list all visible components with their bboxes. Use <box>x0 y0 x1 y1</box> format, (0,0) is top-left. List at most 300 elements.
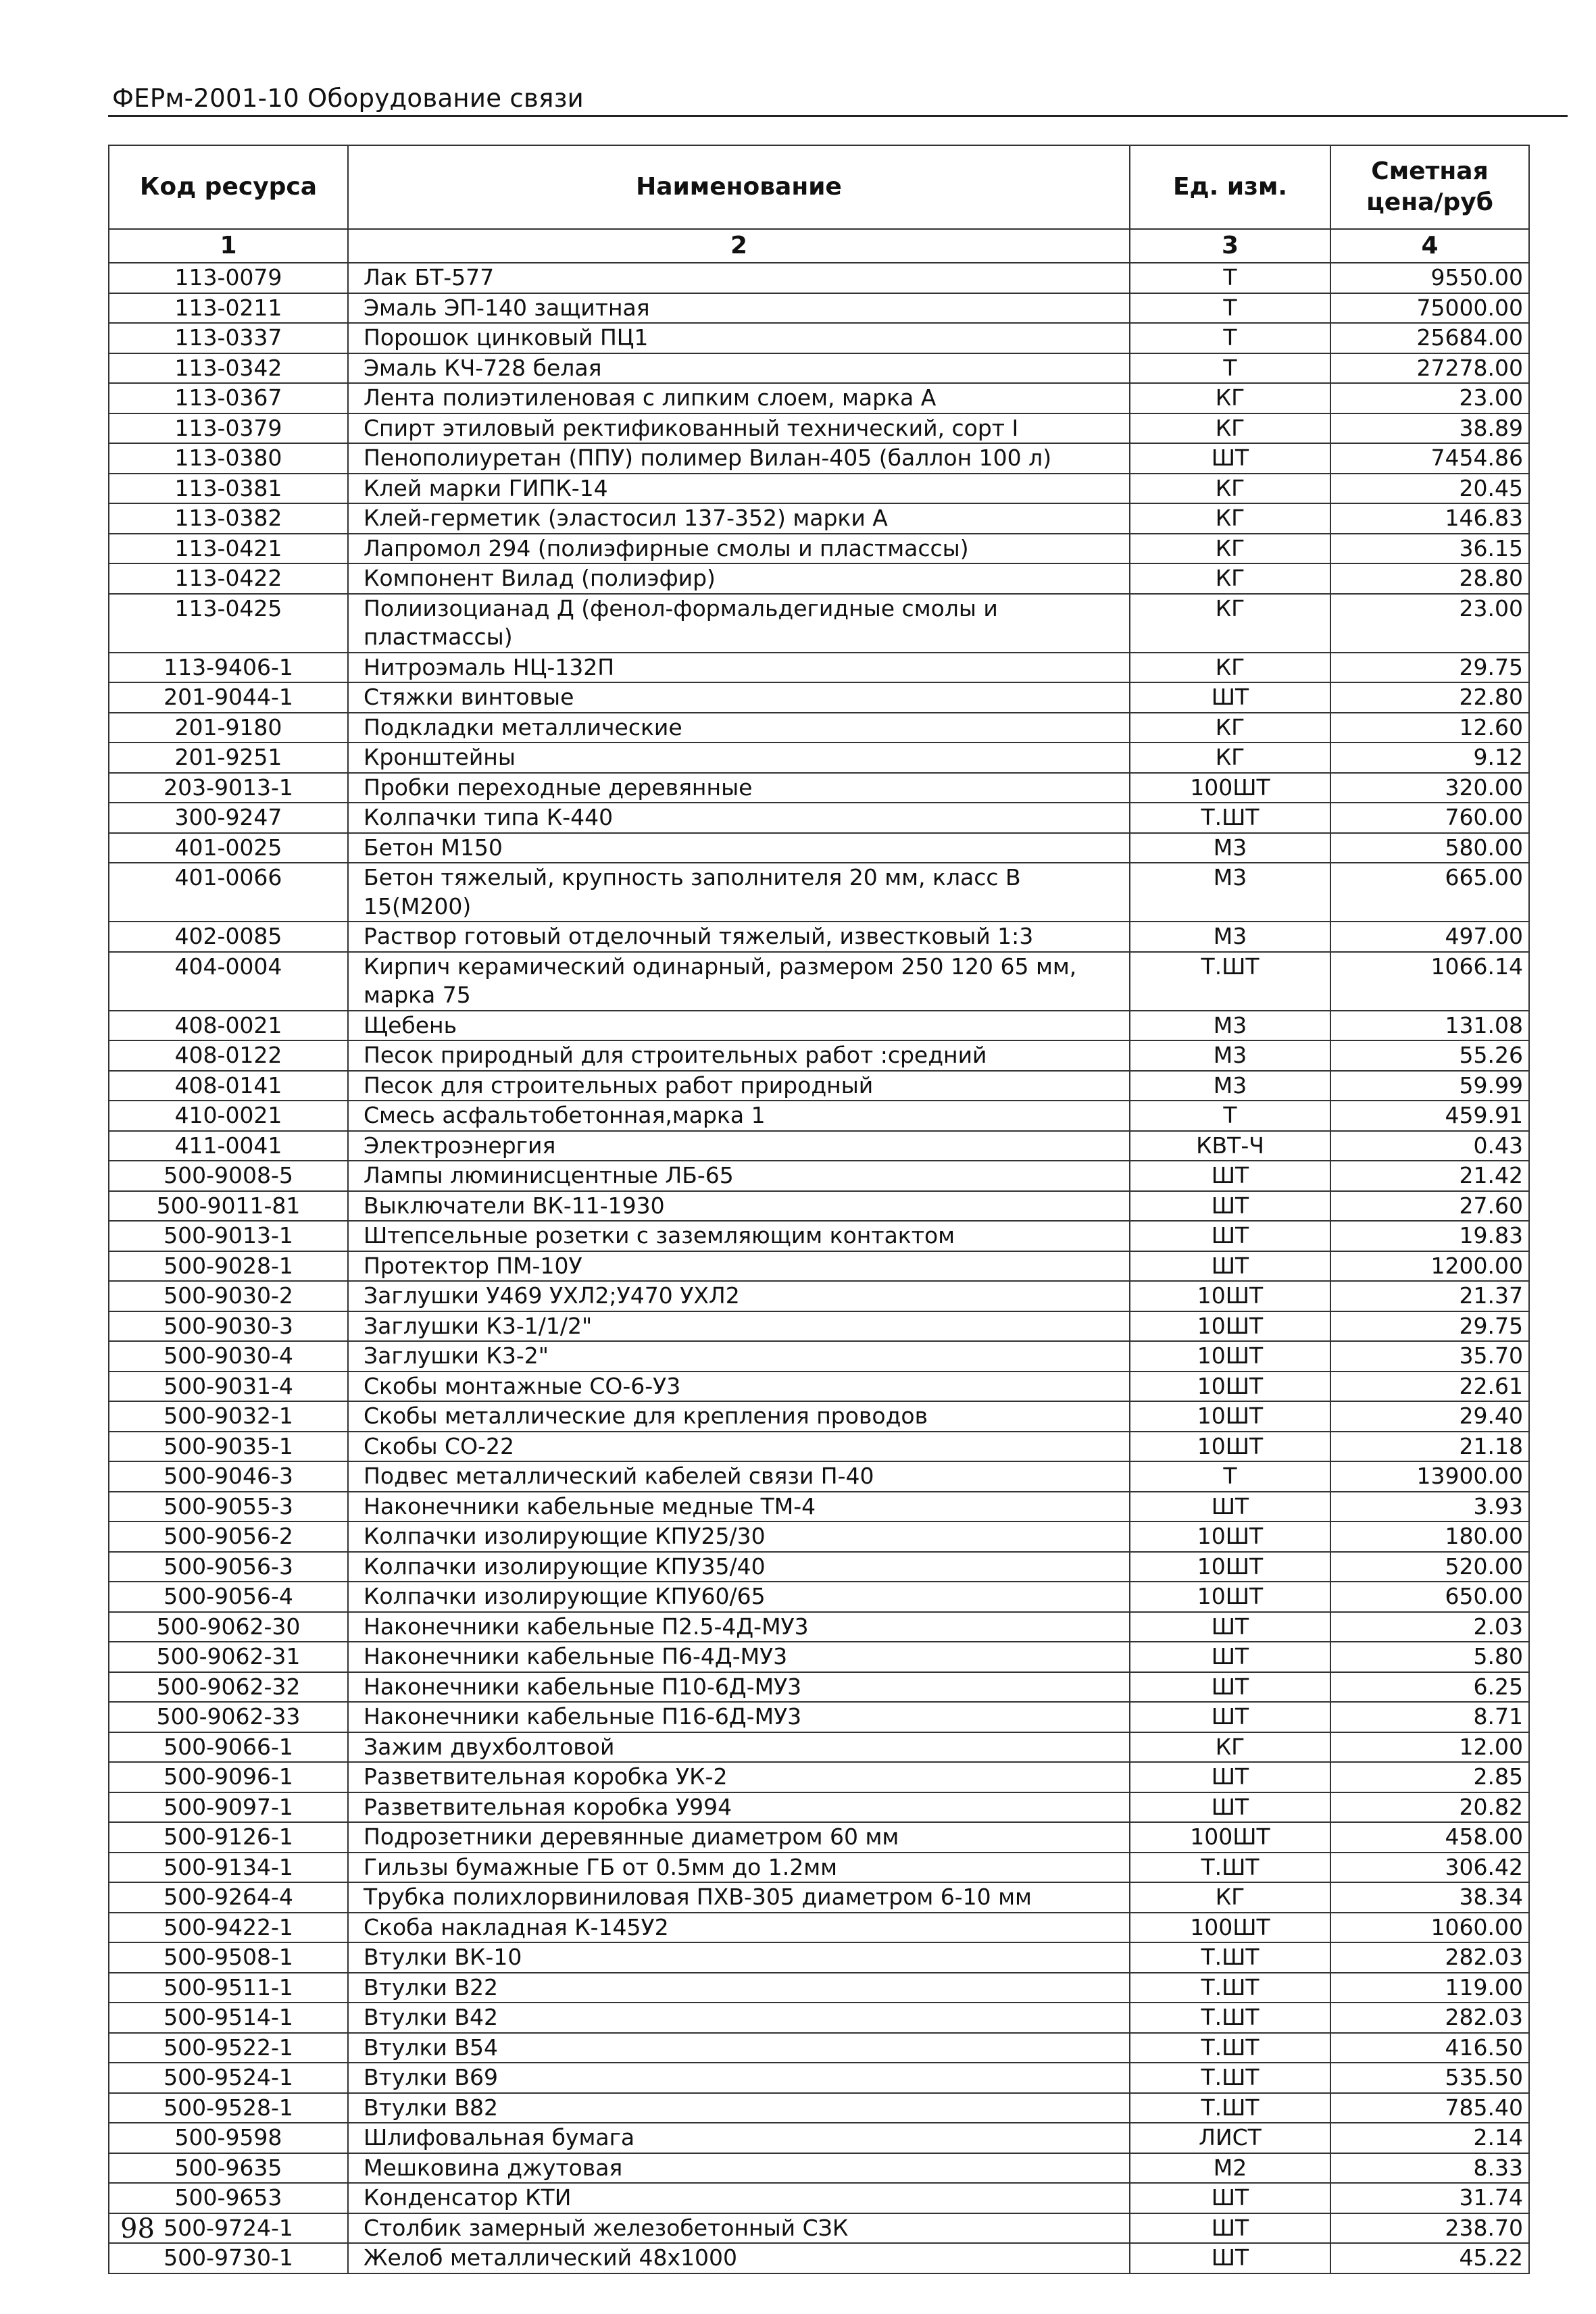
resource-code-cell: 500-9134-1 <box>109 1853 348 1883</box>
resource-code-cell: 113-0367 <box>109 383 348 413</box>
price-cell: 38.89 <box>1330 413 1529 444</box>
resource-code-cell: 401-0025 <box>109 833 348 863</box>
price-cell: 12.00 <box>1330 1732 1529 1763</box>
resource-code-cell: 113-0337 <box>109 323 348 353</box>
resource-code-cell: 500-9008-5 <box>109 1161 348 1191</box>
table-row <box>109 2183 1529 2213</box>
price-cell: 520.00 <box>1330 1552 1529 1582</box>
resource-code-cell: 411-0041 <box>109 1131 348 1161</box>
table-row <box>109 1973 1529 2003</box>
resource-name-cell: Выключатели ВК-11-1930 <box>348 1191 1130 1222</box>
unit-cell: 10ШТ <box>1130 1281 1330 1311</box>
resource-code-cell: 500-9598 <box>109 2123 348 2153</box>
resource-name-cell: Стяжки винтовые <box>348 682 1130 713</box>
resource-name-cell: Втулки В22 <box>348 1973 1130 2003</box>
unit-cell: КГ <box>1130 503 1330 534</box>
price-cell: 458.00 <box>1330 1822 1529 1853</box>
table-row <box>109 1913 1529 1943</box>
unit-cell: КГ <box>1130 474 1330 504</box>
resource-name-cell: Столбик замерный железобетонный СЗК <box>348 2213 1130 2244</box>
price-cell: 75000.00 <box>1330 293 1529 324</box>
table-row <box>109 922 1529 952</box>
price-cell: 459.91 <box>1330 1101 1529 1131</box>
resource-code-cell: 500-9056-3 <box>109 1552 348 1582</box>
unit-cell: 100ШТ <box>1130 1913 1330 1943</box>
resource-name-cell: Клей марки ГИПК-14 <box>348 474 1130 504</box>
price-cell: 416.50 <box>1330 2033 1529 2063</box>
resource-name-cell: Мешковина джутовая <box>348 2153 1130 2184</box>
resource-code-cell: 500-9031-4 <box>109 1372 348 1402</box>
price-cell: 580.00 <box>1330 833 1529 863</box>
resource-name-cell: Песок для строительных работ природный <box>348 1071 1130 1101</box>
unit-cell: ШТ <box>1130 1191 1330 1222</box>
resource-code-cell: 500-9508-1 <box>109 1942 348 1973</box>
resource-name-cell: Разветвительная коробка УК-2 <box>348 1762 1130 1792</box>
resource-name-cell: Подвес металлический кабелей связи П-40 <box>348 1461 1130 1492</box>
unit-cell: Т.ШТ <box>1130 1853 1330 1883</box>
col-header-price: Сметная цена/руб <box>1330 145 1529 229</box>
resource-name-cell: Компонент Вилад (полиэфир) <box>348 563 1130 594</box>
unit-cell: Т.ШТ <box>1130 952 1330 1011</box>
table-row <box>109 1071 1529 1101</box>
table-row <box>109 353 1529 384</box>
table-row <box>109 1401 1529 1432</box>
col-number-2: 2 <box>348 229 1130 263</box>
table-row <box>109 1521 1529 1552</box>
price-cell: 21.18 <box>1330 1432 1529 1462</box>
resource-code-cell: 500-9011-81 <box>109 1191 348 1222</box>
price-cell: 497.00 <box>1330 922 1529 952</box>
resource-code-cell: 500-9046-3 <box>109 1461 348 1492</box>
resource-code-cell: 500-9635 <box>109 2153 348 2184</box>
price-cell: 27278.00 <box>1330 353 1529 384</box>
resource-name-cell: Зажим двухболтовой <box>348 1732 1130 1763</box>
price-cell: 25684.00 <box>1330 323 1529 353</box>
price-cell: 1200.00 <box>1330 1251 1529 1282</box>
unit-cell: 10ШТ <box>1130 1552 1330 1582</box>
unit-cell: Т <box>1130 263 1330 293</box>
resource-code-cell: 408-0122 <box>109 1040 348 1071</box>
resource-code-cell: 500-9032-1 <box>109 1401 348 1432</box>
price-cell: 1060.00 <box>1330 1913 1529 1943</box>
resource-name-cell: Втулки В54 <box>348 2033 1130 2063</box>
table-row <box>109 1221 1529 1251</box>
unit-cell: Т.ШТ <box>1130 2033 1330 2063</box>
table-row <box>109 1882 1529 1913</box>
table-row <box>109 263 1529 293</box>
table-row <box>109 1281 1529 1311</box>
unit-cell: Т <box>1130 1101 1330 1131</box>
table-row <box>109 2093 1529 2123</box>
table-row <box>109 563 1529 594</box>
unit-cell: 10ШТ <box>1130 1432 1330 1462</box>
resource-name-cell: Втулки В42 <box>348 2003 1130 2033</box>
table-row <box>109 323 1529 353</box>
table-row <box>109 1011 1529 1041</box>
col-header-name: Наименование <box>348 145 1130 229</box>
table-row <box>109 653 1529 683</box>
table-row <box>109 1612 1529 1642</box>
resource-name-cell: Скобы монтажные СО-6-У3 <box>348 1372 1130 1402</box>
table-row <box>109 952 1529 1011</box>
table-row <box>109 713 1529 743</box>
table-row <box>109 1341 1529 1372</box>
unit-cell: М3 <box>1130 922 1330 952</box>
unit-cell: КГ <box>1130 1882 1330 1913</box>
price-cell: 119.00 <box>1330 1973 1529 2003</box>
table-row <box>109 1432 1529 1462</box>
table-row <box>109 1311 1529 1342</box>
price-cell: 22.61 <box>1330 1372 1529 1402</box>
table-row <box>109 1642 1529 1672</box>
resource-code-cell: 500-9062-31 <box>109 1642 348 1672</box>
unit-cell: КГ <box>1130 743 1330 773</box>
resource-name-cell: Шлифовальная бумага <box>348 2123 1130 2153</box>
resource-name-cell: Конденсатор КТИ <box>348 2183 1130 2213</box>
resource-name-cell: Спирт этиловый ректификованный технический, сорт I <box>348 413 1130 444</box>
price-cell: 29.40 <box>1330 1401 1529 1432</box>
resource-code-cell: 500-9066-1 <box>109 1732 348 1763</box>
unit-cell: ШТ <box>1130 2183 1330 2213</box>
resource-name-cell: Разветвительная коробка У994 <box>348 1792 1130 1823</box>
price-cell: 59.99 <box>1330 1071 1529 1101</box>
unit-cell: 10ШТ <box>1130 1341 1330 1372</box>
resource-name-cell: Втулки ВК-10 <box>348 1942 1130 1973</box>
unit-cell: 10ШТ <box>1130 1521 1330 1552</box>
resource-name-cell: Желоб металлический 48x1000 <box>348 2243 1130 2273</box>
col-number-3: 3 <box>1130 229 1330 263</box>
resource-name-cell: Заглушки У469 УХЛ2;У470 УХЛ2 <box>348 1281 1130 1311</box>
price-cell: 3.93 <box>1330 1492 1529 1522</box>
resource-name-cell: Втулки В69 <box>348 2063 1130 2093</box>
resource-name-cell: Скобы металлические для крепления проводов <box>348 1401 1130 1432</box>
table-row <box>109 1101 1529 1131</box>
table-row <box>109 413 1529 444</box>
col-number-4: 4 <box>1330 229 1529 263</box>
resource-name-cell: Электроэнергия <box>348 1131 1130 1161</box>
unit-cell: КГ <box>1130 713 1330 743</box>
unit-cell: ШТ <box>1130 1702 1330 1732</box>
table-header-row <box>109 145 1529 229</box>
resource-code-cell: 500-9514-1 <box>109 2003 348 2033</box>
resource-name-cell: Клей-герметик (эластосил 137-352) марки А <box>348 503 1130 534</box>
table-row <box>109 1161 1529 1191</box>
price-cell: 7454.86 <box>1330 443 1529 474</box>
unit-cell: Т.ШТ <box>1130 803 1330 833</box>
table-row <box>109 2213 1529 2244</box>
resource-name-cell: Заглушки К3-2" <box>348 1341 1130 1372</box>
table-row <box>109 803 1529 833</box>
unit-cell: 100ШТ <box>1130 773 1330 803</box>
price-cell: 0.43 <box>1330 1131 1529 1161</box>
unit-cell: ШТ <box>1130 1672 1330 1703</box>
table-row <box>109 1672 1529 1703</box>
resource-name-cell: Протектор ПМ-10У <box>348 1251 1130 1282</box>
resource-code-cell: 113-0381 <box>109 474 348 504</box>
resource-name-cell: Песок природный для строительных работ :средний <box>348 1040 1130 1071</box>
table-row <box>109 2153 1529 2184</box>
unit-cell: 10ШТ <box>1130 1401 1330 1432</box>
resource-name-cell: Эмаль КЧ-728 белая <box>348 353 1130 384</box>
table-row <box>109 1251 1529 1282</box>
unit-cell: ШТ <box>1130 1792 1330 1823</box>
table-row <box>109 833 1529 863</box>
unit-cell: 10ШТ <box>1130 1582 1330 1612</box>
price-cell: 21.37 <box>1330 1281 1529 1311</box>
price-cell: 9550.00 <box>1330 263 1529 293</box>
price-cell: 760.00 <box>1330 803 1529 833</box>
resource-code-cell: 408-0021 <box>109 1011 348 1041</box>
price-cell: 35.70 <box>1330 1341 1529 1372</box>
resource-code-cell: 113-0079 <box>109 263 348 293</box>
unit-cell: М3 <box>1130 1011 1330 1041</box>
table-row <box>109 1040 1529 1071</box>
price-cell: 785.40 <box>1330 2093 1529 2123</box>
table-row <box>109 1131 1529 1161</box>
price-cell: 28.80 <box>1330 563 1529 594</box>
resource-code-cell: 500-9097-1 <box>109 1792 348 1823</box>
resource-code-cell: 500-9055-3 <box>109 1492 348 1522</box>
resource-code-cell: 500-9013-1 <box>109 1221 348 1251</box>
resource-code-cell: 500-9126-1 <box>109 1822 348 1853</box>
resource-code-cell: 404-0004 <box>109 952 348 1011</box>
page-header-title: ФЕРм-2001-10 Оборудование связи <box>112 84 584 113</box>
table-row <box>109 2123 1529 2153</box>
unit-cell: КГ <box>1130 563 1330 594</box>
resource-code-cell: 113-0342 <box>109 353 348 384</box>
table-row <box>109 1492 1529 1522</box>
price-cell: 13900.00 <box>1330 1461 1529 1492</box>
resource-table-container <box>108 145 1528 2274</box>
price-cell: 23.00 <box>1330 594 1529 653</box>
resource-code-cell: 113-0380 <box>109 443 348 474</box>
unit-cell: ШТ <box>1130 1221 1330 1251</box>
price-cell: 2.03 <box>1330 1612 1529 1642</box>
unit-cell: 10ШТ <box>1130 1372 1330 1402</box>
resource-code-cell: 500-9030-4 <box>109 1341 348 1372</box>
price-cell: 20.45 <box>1330 474 1529 504</box>
table-row <box>109 1372 1529 1402</box>
table-row <box>109 773 1529 803</box>
table-row <box>109 2243 1529 2273</box>
price-cell: 22.80 <box>1330 682 1529 713</box>
resource-name-cell: Наконечники кабельные П10-6Д-МУ3 <box>348 1672 1130 1703</box>
resource-name-cell: Наконечники кабельные П2.5-4Д-МУ3 <box>348 1612 1130 1642</box>
resource-code-cell: 408-0141 <box>109 1071 348 1101</box>
unit-cell: ШТ <box>1130 682 1330 713</box>
resource-code-cell: 500-9264-4 <box>109 1882 348 1913</box>
header-rule <box>108 115 1568 117</box>
resource-code-cell: 113-9406-1 <box>109 653 348 683</box>
resource-name-cell: Колпачки типа К-440 <box>348 803 1130 833</box>
table-row <box>109 743 1529 773</box>
resource-code-cell: 500-9028-1 <box>109 1251 348 1282</box>
resource-name-cell: Лампы люминисцентные ЛБ-65 <box>348 1161 1130 1191</box>
resource-code-cell: 203-9013-1 <box>109 773 348 803</box>
resource-code-cell: 201-9044-1 <box>109 682 348 713</box>
resource-code-cell: 113-0379 <box>109 413 348 444</box>
table-row <box>109 534 1529 564</box>
unit-cell: ЛИСТ <box>1130 2123 1330 2153</box>
table-row <box>109 1191 1529 1222</box>
resource-name-cell: Лента полиэтиленовая с липким слоем, марка А <box>348 383 1130 413</box>
unit-cell: 10ШТ <box>1130 1311 1330 1342</box>
price-cell: 6.25 <box>1330 1672 1529 1703</box>
table-row <box>109 1942 1529 1973</box>
resource-code-cell: 500-9522-1 <box>109 2033 348 2063</box>
price-cell: 238.70 <box>1330 2213 1529 2244</box>
resource-name-cell: Нитроэмаль НЦ-132П <box>348 653 1130 683</box>
resource-code-cell: 500-9096-1 <box>109 1762 348 1792</box>
table-row <box>109 2063 1529 2093</box>
resource-code-cell: 500-9730-1 <box>109 2243 348 2273</box>
resource-name-cell: Полиизоцианад Д (фенол-формальдегидные смолы и пластмассы) <box>348 594 1130 653</box>
price-cell: 2.85 <box>1330 1762 1529 1792</box>
resource-name-cell: Смесь асфальтобетонная,марка 1 <box>348 1101 1130 1131</box>
resource-code-cell: 113-0421 <box>109 534 348 564</box>
resource-name-cell: Щебень <box>348 1011 1130 1041</box>
resource-name-cell: Наконечники кабельные П6-4Д-МУ3 <box>348 1642 1130 1672</box>
price-cell: 29.75 <box>1330 653 1529 683</box>
price-cell: 23.00 <box>1330 383 1529 413</box>
resource-name-cell: Втулки В82 <box>348 2093 1130 2123</box>
unit-cell: Т.ШТ <box>1130 1973 1330 2003</box>
resource-name-cell: Кирпич керамический одинарный, размером 250 120 65 мм, марка 75 <box>348 952 1130 1011</box>
resource-name-cell: Пробки переходные деревянные <box>348 773 1130 803</box>
table-row <box>109 863 1529 922</box>
page-number: 98 <box>120 2213 155 2244</box>
unit-cell: ШТ <box>1130 1251 1330 1282</box>
price-cell: 320.00 <box>1330 773 1529 803</box>
col-header-code: Код ресурса <box>109 145 348 229</box>
resource-code-cell: 113-0422 <box>109 563 348 594</box>
unit-cell: М3 <box>1130 833 1330 863</box>
resource-name-cell: Скобы СО-22 <box>348 1432 1130 1462</box>
table-row <box>109 503 1529 534</box>
resource-code-cell: 410-0021 <box>109 1101 348 1131</box>
table-row <box>109 1853 1529 1883</box>
price-cell: 8.71 <box>1330 1702 1529 1732</box>
resource-name-cell: Наконечники кабельные П16-6Д-МУ3 <box>348 1702 1130 1732</box>
unit-cell: КГ <box>1130 534 1330 564</box>
resource-code-cell: 500-9724-1 <box>109 2213 348 2244</box>
resource-name-cell: Заглушки К3-1/1/2" <box>348 1311 1130 1342</box>
price-cell: 146.83 <box>1330 503 1529 534</box>
unit-cell: Т.ШТ <box>1130 1942 1330 1973</box>
price-cell: 665.00 <box>1330 863 1529 922</box>
resource-name-cell: Колпачки изолирующие КПУ35/40 <box>348 1552 1130 1582</box>
price-cell: 1066.14 <box>1330 952 1529 1011</box>
unit-cell: ШТ <box>1130 1642 1330 1672</box>
table-row <box>109 1582 1529 1612</box>
resource-code-cell: 500-9062-32 <box>109 1672 348 1703</box>
price-cell: 535.50 <box>1330 2063 1529 2093</box>
resource-code-cell: 401-0066 <box>109 863 348 922</box>
unit-cell: ШТ <box>1130 2243 1330 2273</box>
unit-cell: КГ <box>1130 653 1330 683</box>
price-cell: 2.14 <box>1330 2123 1529 2153</box>
resource-price-table <box>108 145 1530 2274</box>
table-row <box>109 1552 1529 1582</box>
table-row <box>109 293 1529 324</box>
price-cell: 27.60 <box>1330 1191 1529 1222</box>
resource-code-cell: 113-0425 <box>109 594 348 653</box>
resource-name-cell: Лак БТ-577 <box>348 263 1130 293</box>
unit-cell: КВТ-Ч <box>1130 1131 1330 1161</box>
table-row <box>109 474 1529 504</box>
table-row <box>109 2003 1529 2033</box>
resource-code-cell: 500-9035-1 <box>109 1432 348 1462</box>
table-row <box>109 682 1529 713</box>
price-cell: 36.15 <box>1330 534 1529 564</box>
unit-cell: ШТ <box>1130 2213 1330 2244</box>
unit-cell: ШТ <box>1130 1612 1330 1642</box>
price-cell: 9.12 <box>1330 743 1529 773</box>
unit-cell: Т <box>1130 323 1330 353</box>
resource-name-cell: Трубка полихлорвиниловая ПХВ-305 диаметром 6-10 мм <box>348 1882 1130 1913</box>
resource-name-cell: Подкладки металлические <box>348 713 1130 743</box>
price-cell: 282.03 <box>1330 2003 1529 2033</box>
unit-cell: ШТ <box>1130 1762 1330 1792</box>
table-row <box>109 1792 1529 1823</box>
unit-cell: ШТ <box>1130 1492 1330 1522</box>
price-cell: 21.42 <box>1330 1161 1529 1191</box>
resource-code-cell: 500-9030-2 <box>109 1281 348 1311</box>
resource-name-cell: Бетон М150 <box>348 833 1130 863</box>
unit-cell: 100ШТ <box>1130 1822 1330 1853</box>
resource-name-cell: Скоба накладная К-145У2 <box>348 1913 1130 1943</box>
resource-code-cell: 500-9653 <box>109 2183 348 2213</box>
unit-cell: М3 <box>1130 1040 1330 1071</box>
table-row <box>109 1461 1529 1492</box>
unit-cell: Т <box>1130 293 1330 324</box>
resource-name-cell: Эмаль ЭП-140 защитная <box>348 293 1130 324</box>
price-cell: 45.22 <box>1330 2243 1529 2273</box>
unit-cell: Т.ШТ <box>1130 2093 1330 2123</box>
unit-cell: КГ <box>1130 383 1330 413</box>
price-cell: 38.34 <box>1330 1882 1529 1913</box>
resource-name-cell: Бетон тяжелый, крупность заполнителя 20 мм, класс В 15(М200) <box>348 863 1130 922</box>
price-cell: 55.26 <box>1330 1040 1529 1071</box>
price-cell: 650.00 <box>1330 1582 1529 1612</box>
resource-code-cell: 500-9524-1 <box>109 2063 348 2093</box>
col-header-unit: Ед. изм. <box>1130 145 1330 229</box>
price-cell: 20.82 <box>1330 1792 1529 1823</box>
resource-code-cell: 113-0382 <box>109 503 348 534</box>
resource-code-cell: 500-9511-1 <box>109 1973 348 2003</box>
unit-cell: Т <box>1130 1461 1330 1492</box>
resource-code-cell: 500-9056-4 <box>109 1582 348 1612</box>
resource-name-cell: Подрозетники деревянные диаметром 60 мм <box>348 1822 1130 1853</box>
resource-name-cell: Кронштейны <box>348 743 1130 773</box>
resource-code-cell: 201-9180 <box>109 713 348 743</box>
resource-name-cell: Гильзы бумажные ГБ от 0.5мм до 1.2мм <box>348 1853 1130 1883</box>
price-cell: 5.80 <box>1330 1642 1529 1672</box>
price-cell: 12.60 <box>1330 713 1529 743</box>
resource-name-cell: Раствор готовый отделочный тяжелый, известковый 1:3 <box>348 922 1130 952</box>
table-row <box>109 1732 1529 1763</box>
resource-code-cell: 500-9062-30 <box>109 1612 348 1642</box>
table-body <box>109 263 1529 2273</box>
resource-code-cell: 201-9251 <box>109 743 348 773</box>
resource-name-cell: Колпачки изолирующие КПУ25/30 <box>348 1521 1130 1552</box>
price-cell: 29.75 <box>1330 1311 1529 1342</box>
unit-cell: КГ <box>1130 594 1330 653</box>
table-row <box>109 1762 1529 1792</box>
resource-name-cell: Порошок цинковый ПЦ1 <box>348 323 1130 353</box>
unit-cell: М3 <box>1130 1071 1330 1101</box>
resource-name-cell: Наконечники кабельные медные ТМ-4 <box>348 1492 1130 1522</box>
